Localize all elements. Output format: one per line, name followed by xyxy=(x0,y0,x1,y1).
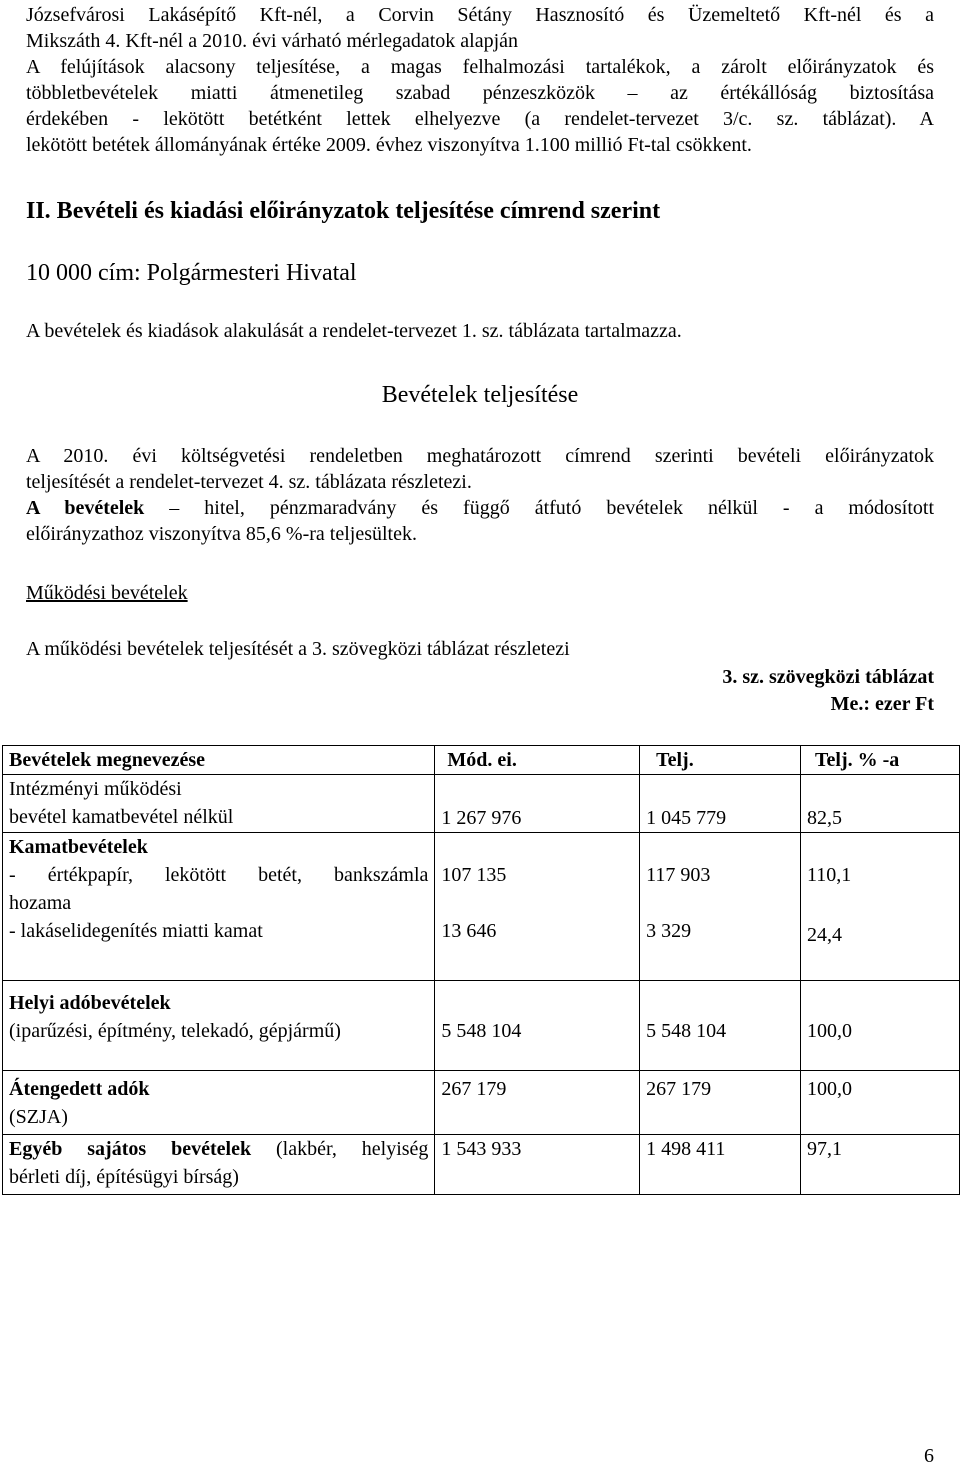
revenue-line: előirányzathoz viszonyítva 85,6 %-ra teljesültek. xyxy=(26,523,417,545)
row-label-line: Intézményi működési xyxy=(9,778,182,800)
row-label-line: hozama xyxy=(9,892,72,914)
row-label-bold: Kamatbevételek xyxy=(9,836,148,858)
row-label-bold: Átengedett adók xyxy=(9,1078,150,1100)
unit-label: Me.: ezer Ft xyxy=(830,693,934,715)
intro-paragraph xyxy=(26,2,934,158)
row-label-line: (SZJA) xyxy=(9,1106,68,1128)
row-mod: 1 267 976 xyxy=(435,775,640,833)
revenue-rest: – hitel, pénzmaradvány és függő átfutó bevételek nélkül - a módosított xyxy=(144,497,935,519)
row-telj: 5 548 104 xyxy=(640,981,801,1071)
row-label-bold: Egyéb sajátos bevételek xyxy=(9,1138,252,1160)
row-pct-value: 110,1 xyxy=(807,864,852,886)
row-pct: 82,5 xyxy=(801,775,960,833)
table-row xyxy=(3,981,960,1071)
intro-line: Mikszáth 4. Kft-nél a 2010. évi várható mérlegadatok alapján xyxy=(26,30,519,52)
row-telj xyxy=(640,833,801,981)
row-mod: 5 548 104 xyxy=(435,981,640,1071)
table-row xyxy=(3,1135,960,1195)
table-reference: 3. sz. szövegközi táblázat xyxy=(722,666,934,688)
row-pct: 97,1 xyxy=(801,1135,960,1195)
revenue-table xyxy=(2,745,960,1195)
intro-line: Józsefvárosi Lakásépítő Kft-nél, a Corvin Sétány Hasznosító és Üzemeltető Kft-nél és a xyxy=(26,4,934,26)
row-label-line: bevétel kamatbevétel nélkül xyxy=(9,806,234,828)
row-label xyxy=(3,981,435,1071)
row-label-bold: Helyi adóbevételek xyxy=(9,992,171,1014)
center-heading: Bevételek teljesítése xyxy=(381,382,579,408)
row-mod: 267 179 xyxy=(435,1071,640,1135)
row-telj: 267 179 xyxy=(640,1071,801,1135)
row-telj: 1 498 411 xyxy=(640,1135,801,1195)
row-pct xyxy=(801,833,960,981)
row-telj-value: 117 903 xyxy=(646,864,711,886)
row-mod-value: 13 646 xyxy=(441,920,497,942)
row-label-line: - lakáselidegenítés miatti kamat xyxy=(9,920,263,942)
row-label xyxy=(3,1135,435,1195)
row-label-inline: (lakbér, helyiség xyxy=(251,1138,429,1160)
row-mod-value: 107 135 xyxy=(441,864,507,886)
row-label-line: (iparűzési, építmény, telekadó, gépjármű) xyxy=(9,1020,341,1042)
revenue-line: A 2010. évi költségvetési rendeletben meghatározott címrend szerinti bevételi előirányzatok xyxy=(26,445,934,467)
row-telj: 1 045 779 xyxy=(640,775,801,833)
header-pct: Telj. % -a xyxy=(801,746,960,775)
revenue-bold: A bevételek xyxy=(26,497,145,519)
revenue-line: teljesítését a rendelet-tervezet 4. sz. táblázata részletezi. xyxy=(26,471,472,493)
header-name: Bevételek megnevezése xyxy=(3,746,435,775)
mukodesi-text: A működési bevételek teljesítését a 3. szövegközi táblázat részletezi xyxy=(26,638,570,660)
header-mod: Mód. ei. xyxy=(435,746,640,775)
intro-line: A felújítások alacsony teljesítése, a magas felhalmozási tartalékok, a zárolt előirányzatok és xyxy=(26,56,934,78)
row-label xyxy=(3,1071,435,1135)
row-label-line: - értékpapír, lekötött betét, bankszámla xyxy=(9,864,429,886)
revenue-paragraph xyxy=(26,443,934,547)
table-row xyxy=(3,775,960,833)
table-row xyxy=(3,833,960,981)
mukodesi-heading: Működési bevételek xyxy=(26,582,188,604)
row-pct: 100,0 xyxy=(801,1071,960,1135)
row-label xyxy=(3,775,435,833)
table-row xyxy=(3,1071,960,1135)
row-label-line xyxy=(9,1135,428,1163)
row-mod: 1 543 933 xyxy=(435,1135,640,1195)
row-telj-value: 3 329 xyxy=(646,920,692,942)
table-header-row xyxy=(3,746,960,775)
sub-heading: 10 000 cím: Polgármesteri Hivatal xyxy=(26,260,357,286)
revenue-line xyxy=(26,495,934,521)
header-telj: Telj. xyxy=(640,746,801,775)
sub-text: A bevételek és kiadások alakulását a rendelet-tervezet 1. sz. táblázata tartalmazza. xyxy=(26,320,682,342)
row-pct: 100,0 xyxy=(801,981,960,1071)
row-pct-value: 24,4 xyxy=(807,924,843,946)
intro-line: érdekében - lekötött betétként lettek elhelyezve (a rendelet-tervezet 3/c. sz. táblázat). A xyxy=(26,108,934,130)
page-number: 6 xyxy=(924,1445,934,1467)
row-label-line: bérleti díj, építésügyi bírság) xyxy=(9,1166,239,1188)
intro-line: lekötött betétek állományának értéke 2009. évhez viszonyítva 1.100 millió Ft-tal csökkent. xyxy=(26,134,752,156)
intro-line: többletbevételek miatti átmenetileg szabad pénzeszközök – az értékállóság biztosítása xyxy=(26,82,934,104)
row-mod xyxy=(435,833,640,981)
section-heading: II. Bevételi és kiadási előirányzatok teljesítése címrend szerint xyxy=(26,198,661,224)
row-label xyxy=(3,833,435,981)
